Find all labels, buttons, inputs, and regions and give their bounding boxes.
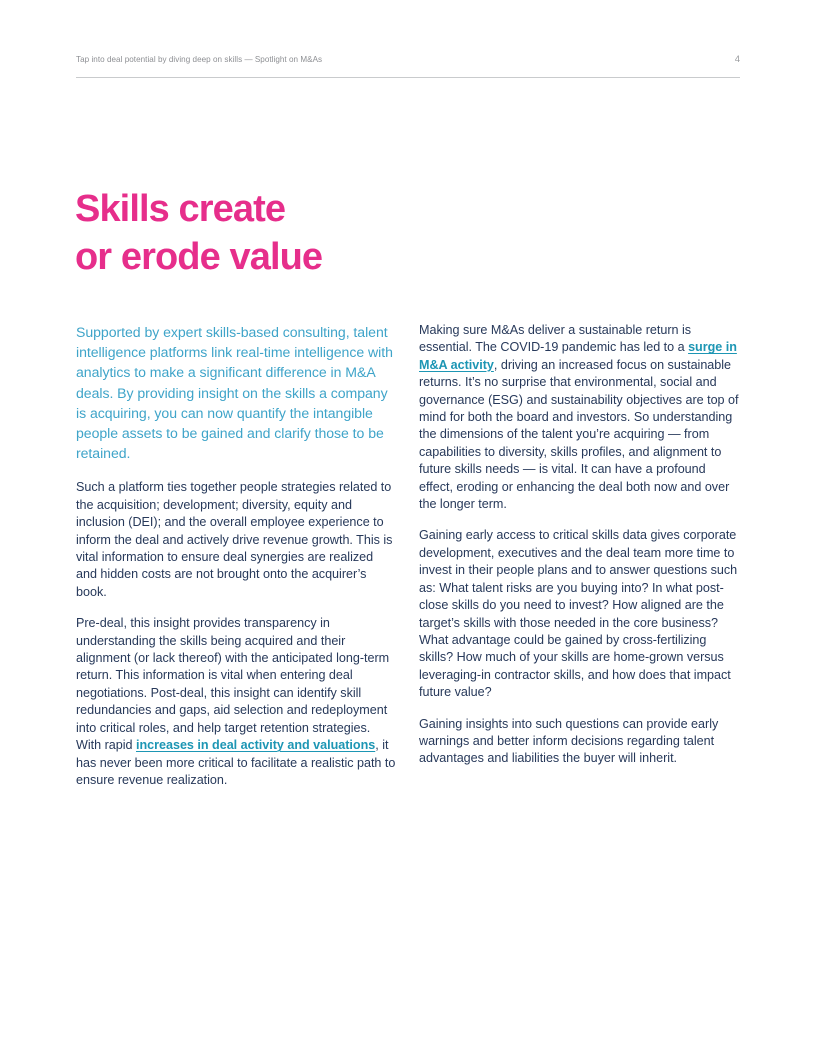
left-paragraph-2: Such a platform ties together people strategies related to the acquisition; development; diversity, equity and inclusion (DEI); and the overall employee experience to inform the deal and actively drive revenue growth. This is vital information to ensure deal synergies are realized and hidden costs are not brought onto the acquirer’s book. xyxy=(76,480,393,599)
right-column xyxy=(419,322,740,789)
page-number: 4 xyxy=(734,54,740,65)
page-title-line-1: Skills create xyxy=(75,188,286,231)
running-header-title: Tap into deal potential by diving deep on skills — Spotlight on M&As xyxy=(76,55,323,64)
page-title-line-2: or erode value xyxy=(75,236,323,279)
deal-activity-valuations-link[interactable]: increases in deal activity and valuations xyxy=(135,738,376,753)
left-column xyxy=(76,322,397,789)
body-columns xyxy=(76,322,740,789)
running-header xyxy=(76,54,740,65)
right-paragraph-1 xyxy=(419,322,740,513)
right-paragraph-1-text-before: Making sure M&As deliver a sustainable return is essential. The COVID-19 pandemic has led to a xyxy=(419,323,692,355)
left-paragraph-3-text-before: Pre-deal, this insight provides transparency in understanding the skills being acquired and their alignment (or lack thereof) with the anticipated long-term return. This information is vital when entering deal negotiations. Post-deal, this insight can identify skill redundancies and gaps, aid selection and redeployment into critical roles, and help target retention strategies. With rapid xyxy=(76,616,390,753)
header-divider xyxy=(76,77,740,78)
intro-paragraph: Supported by expert skills-based consulting, talent intelligence platforms link real-time intelligence with analytics to make a significant difference in M&A deals. By providing insight on the skills a company is acquiring, you can now quantify the intangible people assets to be gained and clarify those to be retained. xyxy=(76,324,393,462)
right-paragraph-1-text-after: , driving an increased focus on sustainable returns. It’s no surprise that environmental, social and governance (ESG) and sustainability objectives are top of mind for both the board and investors. So understanding the dimensions of the talent you’re acquiring — from capabilities to diversity, skills profiles, and alignment to future skills needs — is vital. It can have a profound effect, eroding or enhancing the deal both now and over the longer term. xyxy=(419,357,739,512)
right-paragraph-2: Gaining early access to critical skills data gives corporate development, executives and the deal team more time to invest in their people plans and to answer questions such as: What talent risks are you buying into? In what post-close skills do you need to invest? How aligned are the target’s skills with those needed in the core business? What advantage could be gained by cross-fertilizing skills? How much of your skills are home-grown versus leveraging-in contractor skills, and how does that impact future value? xyxy=(419,528,738,700)
surge-in-ma-activity-link[interactable]: surge in M&A activity xyxy=(419,340,737,372)
left-paragraph-3 xyxy=(76,615,397,789)
right-paragraph-3: Gaining insights into such questions can provide early warnings and better inform decisions regarding talent advantages and liabilities the buyer will inherit. xyxy=(419,716,719,766)
page-title xyxy=(75,185,505,281)
left-paragraph-3-text-after: , it has never been more critical to facilitate a realistic path to ensure revenue realization. xyxy=(76,738,396,787)
